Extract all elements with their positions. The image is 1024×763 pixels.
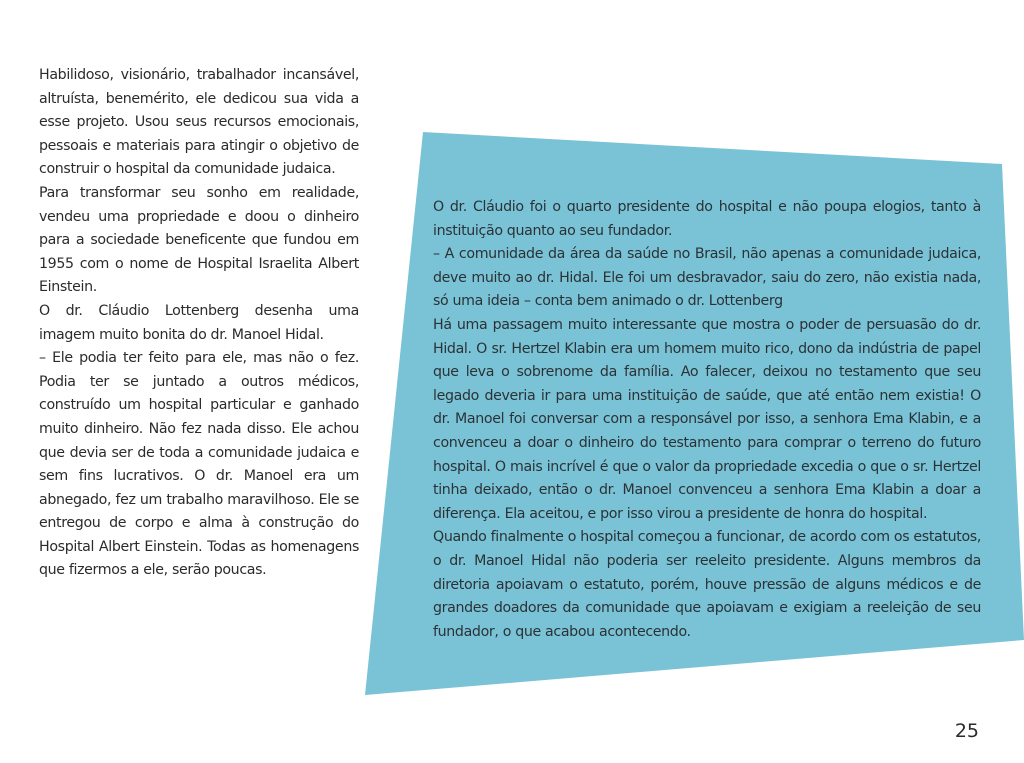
- left-paragraph-1: Habilidoso, visionário, trabalhador incansável, altruísta, benemérito, ele dedicou sua vida a esse projeto. Usou seus recursos emocionais, pessoais e materiais para atingir o objetivo de construir o hospital da comunidade judaica.: [39, 67, 359, 178]
- right-text-column: [433, 196, 981, 644]
- page-number: 25: [954, 720, 979, 742]
- right-paragraph-3: Há uma passagem muito interessante que mostra o poder de persuasão do dr. Hidal. O sr. Hertzel Klabin era um homem muito rico, dono da indústria de papel que leva o sobrenome da família. Ao falecer, deixou no testamento que seu legado deveria ir para uma instituição de saúde, que até então nem existia! O dr. Manoel foi conversar com a responsável por isso, a senhora Ema Klabin, e a convenceu a doar o dinheiro do testamento para comprar o terreno do futuro hospital. O mais incrível é que o valor da propriedade excedia o que o sr. Hertzel tinha deixado, então o dr. Manoel convenceu a senhora Ema Klabin a doar a diferença. Ela aceitou, e por isso virou a presidente de honra do hospital.: [433, 316, 981, 522]
- left-paragraph-4: – Ele podia ter feito para ele, mas não o fez. Podia ter se juntado a outros médicos, construído um hospital particular e ganhado muito dinheiro. Não fez nada disso. Ele achou que devia ser de toda a comunidade judaica e sem fins lucrativos. O dr. Manoel era um abnegado, fez um trabalho maravilhoso. Ele se entregou de corpo e alma à construção do Hospital Albert Einstein. Todas as homenagens que fizermos a ele, serão poucas.: [39, 350, 359, 579]
- right-paragraph-1: O dr. Cláudio foi o quarto presidente do hospital e não poupa elogios, tanto à instituição quanto ao seu fundador.: [433, 199, 981, 239]
- left-paragraph-2: Para transformar seu sonho em realidade, vendeu uma propriedade e doou o dinheiro para a sociedade beneficente que fundou em 1955 com o nome de Hospital Israelita Albert Einstein.: [39, 184, 359, 296]
- left-paragraph-3: O dr. Cláudio Lottenberg desenha uma imagem muito bonita do dr. Manoel Hidal.: [39, 302, 359, 343]
- right-paragraph-2: – A comunidade da área da saúde no Brasil, não apenas a comunidade judaica, deve muito ao dr. Hidal. Ele foi um desbravador, saiu do zero, não existia nada, só uma ideia – conta bem animado o dr. Lottenberg: [433, 246, 981, 310]
- right-paragraph-4: Quando finalmente o hospital começou a funcionar, de acordo com os estatutos, o dr. Manoel Hidal não poderia ser reeleito presidente. Alguns membros da diretoria apoiavam o estatuto, porém, houve pressão de alguns médicos e de grandes doadores da comunidade que apoiavam e exigiam a reeleição de seu fundador, o que acabou acontecendo.: [433, 529, 981, 640]
